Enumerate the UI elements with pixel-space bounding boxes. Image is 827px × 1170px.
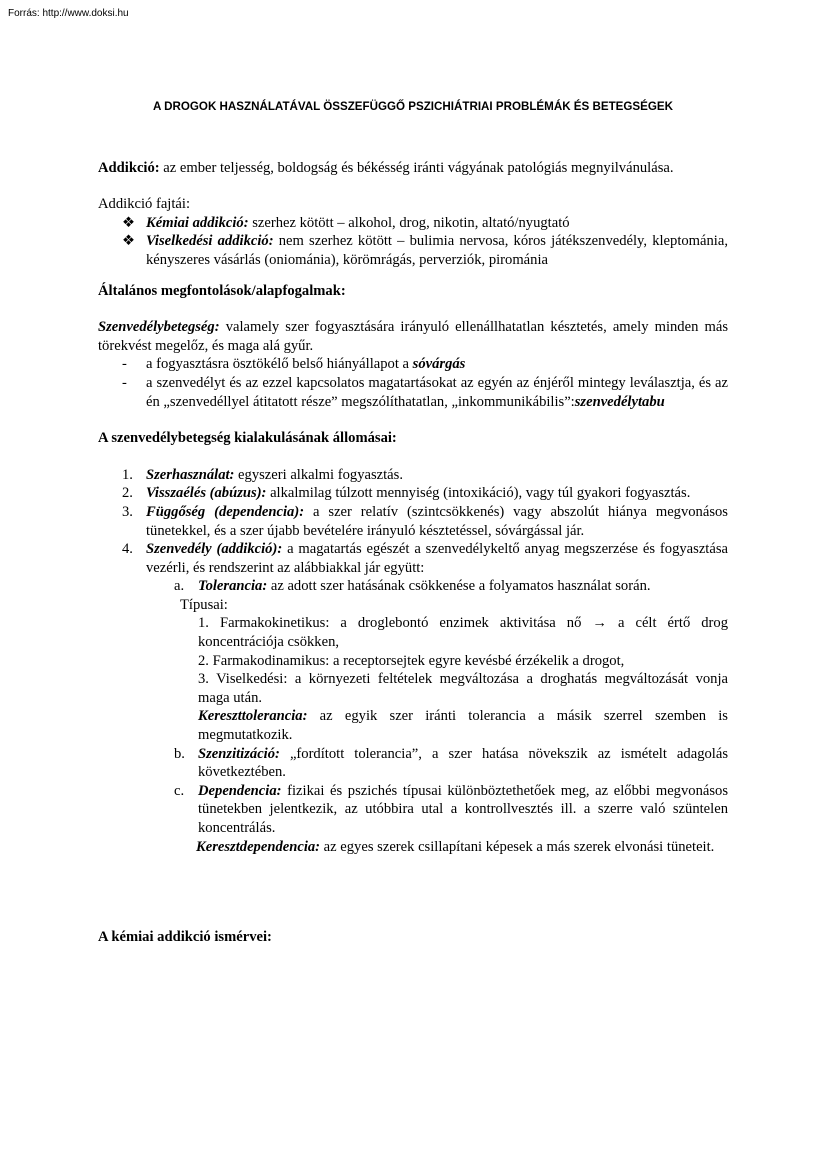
source-note: Forrás: http://www.doksi.hu <box>8 8 129 19</box>
numbered-item: 1. Szerhasználat: egyszeri alkalmi fogyasztás. <box>122 466 403 483</box>
definition-term: Szenvedélybetegség: <box>98 319 220 336</box>
numbered-item: 2. Visszaélés (abúzus): alkalmilag túlzott mennyiség (intoxikáció), vagy túl gyakori fogyasztás. <box>122 485 691 502</box>
cross-tolerance: Kereszttolerancia: az egyik szer iránti tolerancia a másik szerrel szemben is megmutatkozik. <box>198 708 728 744</box>
cross-dependence: Keresztdependencia: az egyes szerek csillapítani képesek a más szerek elvonási tüneteit. <box>196 838 715 855</box>
dash-term: sóvárgás <box>412 356 466 373</box>
lettered-item: b. Szenzitizáció: „fordított tolerancia”, a szer hatása növekszik az ismételt adagolás következtében. <box>174 745 728 781</box>
document-page <box>98 98 728 947</box>
lettered-item: a. Tolerancia: az adott szer hatásának csökkenése a folyamatos használat során. <box>174 578 651 595</box>
diamond-bullet-icon: ❖ <box>122 233 136 250</box>
tolerance-type: 1. Farmakokinetikus: a droglebontó enzimek aktivitása nő → a célt értő drog koncentrációja csökken, <box>198 615 728 651</box>
lettered-item: c. Dependencia: fizikai és pszichés típusai különböztethetőek meg, az előbbi megvonásos tünetekben jelentkezik, az utóbbira utal a kontrollvesztés ill. a szerre való szüntelen koncentrálás. <box>174 782 728 836</box>
list-item <box>98 232 728 269</box>
dash-text: a szenvedélyt és az ezzel kapcsolatos magatartásokat az egyén az énjéről mintegy leválasztja, és az én „szenvedéllyel átitatott része” megszólíthatatlan, „inkommunikábilis”: <box>146 374 728 410</box>
addiction-text: az ember teljesség, boldogság és békésség iránti vágyának patológiás megnyilvánulása. <box>159 159 674 176</box>
addiction-term: Addikció: <box>98 159 160 176</box>
bullet-text: nem szerhez kötött – bulimia nervosa, kóros játékszenvedély, kleptománia, kényszeres vásárlás (oniománia), körömrágás, perverziók, pirománia <box>146 233 728 268</box>
addiction-disease-definition <box>98 318 728 355</box>
types-label: Típusai: <box>180 596 228 613</box>
bullet-term: Kémiai addikció: <box>146 214 249 231</box>
bullet-term: Viselkedési addikció: <box>146 233 274 250</box>
section-heading-chemical: A kémiai addikció ismérvei: <box>98 929 272 946</box>
types-heading: Addikció fajtái: <box>98 196 190 213</box>
definition-text: valamely szer fogyasztására irányuló ellenállhatatlan késztetés, amely minden más törekvést megelőz, és maga alá gyűr. <box>98 319 728 354</box>
page-title: A DROGOK HASZNÁLATÁVAL ÖSSZEFÜGGŐ PSZICHIÁTRIAI PROBLÉMÁK ÉS BETEGSÉGEK <box>152 100 674 113</box>
tolerance-type: 2. Farmakodinamikus: a receptorsejtek egyre kevésbé érzékelik a drogot, <box>198 652 625 669</box>
section-heading-general: Általános megfontolások/alapfogalmak: <box>98 282 346 299</box>
dash-item: - a fogyasztásra ösztökélő belső hiányállapot a sóvárgás <box>122 356 466 373</box>
bullet-text: szerhez kötött – alkohol, drog, nikotin, altató/nyugtató <box>248 214 570 231</box>
dash-text: a fogyasztásra ösztökélő belső hiányállapot a <box>146 356 413 373</box>
numbered-item: 4. Szenvedély (addikció): a magatartás egészét a szenvedélykeltő anyag megszerzése és fogyasztása vezérli, és rendszerint az alábbiakkal jár együtt: <box>122 541 728 576</box>
addiction-definition <box>98 159 728 178</box>
section-heading-stages: A szenvedélybetegség kialakulásának állomásai: <box>98 430 397 447</box>
numbered-item: 3. Függőség (dependencia): a szer relatív (szintcsökkenés) vagy abszolút hiánya megvonásos tünetekkel, és a szer újabb bevételére irányuló késztetéssel, sóvárgással jár. <box>122 503 728 539</box>
diamond-bullet-icon: ❖ <box>122 214 136 231</box>
list-item <box>98 214 728 233</box>
tolerance-type: 3. Viselkedési: a környezeti feltételek megváltozása a droghatás megváltozását vonja maga után. <box>198 671 728 706</box>
dash-item: - a szenvedélyt és az ezzel kapcsolatos magatartásokat az egyén az énjéről mintegy leválasztja, és az én „szenvedéllyel átitatott része” megszólíthatatlan, „inkommunikábilis”:szenvedélytabu <box>122 374 728 410</box>
dash-term: szenvedélytabu <box>574 393 665 410</box>
